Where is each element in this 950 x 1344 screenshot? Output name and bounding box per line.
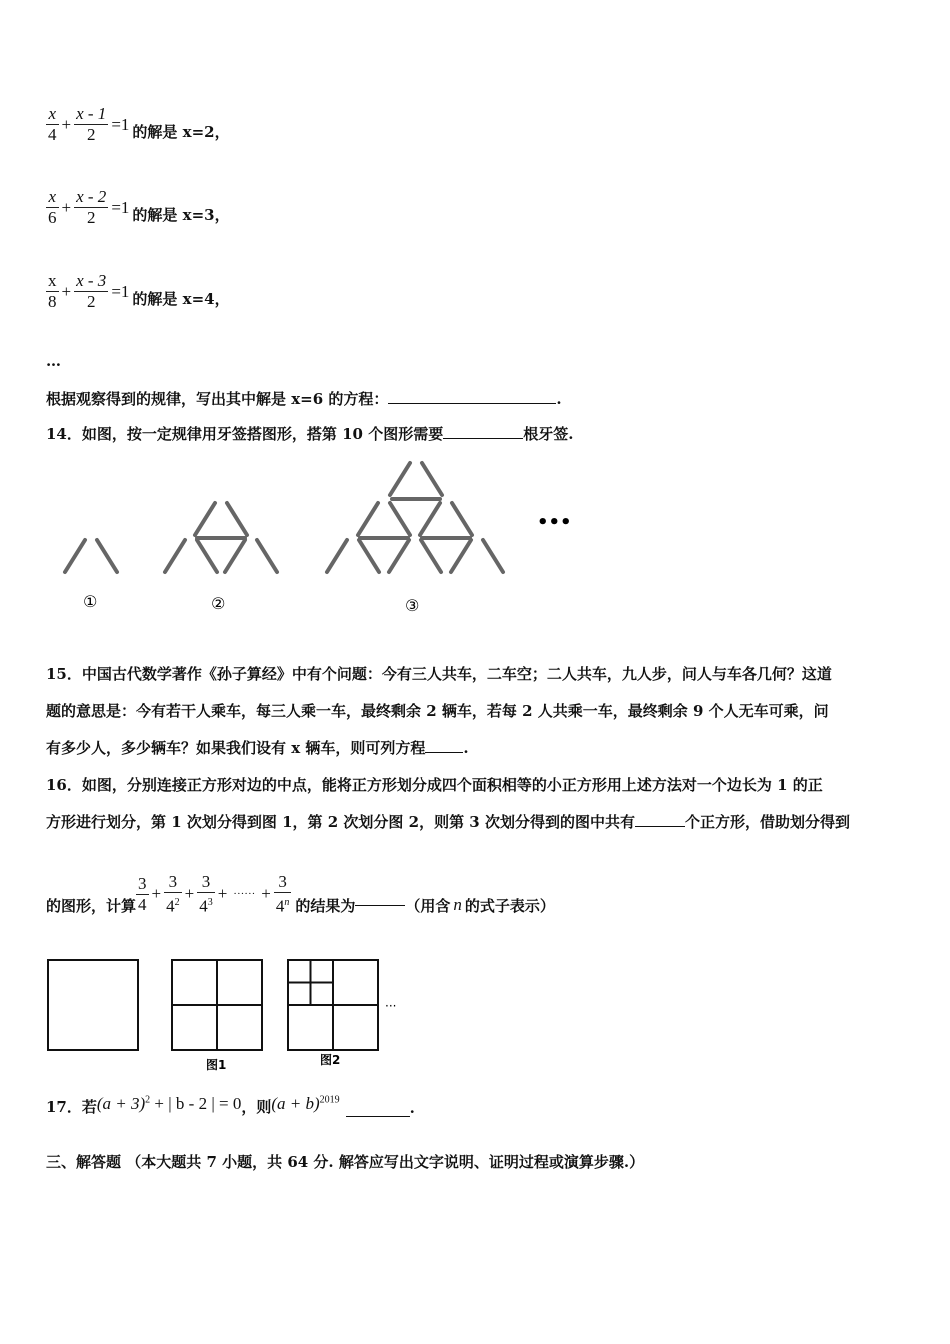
equation-1 [46,104,230,145]
q14-suffix: 根牙签. [523,425,574,443]
equals-one: =1 [111,114,130,134]
toothpick [359,540,379,572]
toothpick [197,540,217,572]
toothpick [422,463,442,495]
base: 4 [199,896,208,916]
plus-sign: + [61,197,72,217]
q16-text: 的图形，计算 [46,896,137,915]
denominator: 4 [138,894,147,914]
q15-line: 15．中国古代数学著作《孙子算经》中有个问题：今有三人共车，二车空；二人共车，九人步，问人与车各几何？这道 [46,665,832,683]
plus-sign: + [151,884,162,904]
equation-3 [46,271,230,312]
answer-blank[interactable] [346,1116,410,1117]
plus-sign: + [61,281,72,301]
q17-sep: ，则 [241,1098,272,1116]
toothpick [483,540,503,572]
denominator [164,893,182,917]
denominator: 8 [48,292,57,311]
numerator: x - 1 [76,104,107,123]
figure-label-1: ① [83,592,98,611]
solution-text: 的解是 x=2， [132,123,230,141]
expression: (a + b) [271,1094,320,1113]
fraction [74,187,108,228]
fraction [274,872,292,917]
toothpick [421,540,441,572]
denominator: 6 [48,208,57,227]
toothpick [451,540,471,572]
plus-sign: + [217,884,228,904]
q15-line [46,730,916,767]
toothpick [452,503,472,535]
expression: (a + 3) [96,1094,146,1113]
fraction [136,874,149,915]
numerator: x [48,271,57,290]
base: 4 [275,896,285,916]
answer-blank[interactable] [425,752,463,753]
fraction [164,872,182,917]
answer-blank[interactable] [355,905,405,906]
numerator: 3 [168,872,178,891]
toothpick [65,540,85,572]
exponent: 2 [145,1094,151,1106]
expression: + | b - 2 | = 0 [150,1094,242,1113]
q16-text: （用含 [405,896,451,915]
denominator [274,893,292,917]
numerator: 3 [138,873,147,893]
period: . [409,1099,415,1117]
fraction [46,271,59,312]
exponent: 2 [174,897,180,908]
toothpick [358,503,378,535]
denominator: 2 [86,208,96,227]
numerator: x - 2 [76,187,107,206]
q16-series-line [46,872,555,917]
answer-blank[interactable] [388,403,556,404]
toothpick [97,540,117,572]
q16-text: 的式子表示） [464,896,555,915]
fraction [46,104,59,145]
figure-label-2: ② [211,594,226,613]
denominator [197,893,215,917]
question-16 [46,767,916,841]
denominator: 4 [48,125,57,144]
q16-text: 的结果为 [295,896,356,915]
series-dots: ······ [233,888,256,901]
q17-prefix: 17．若 [46,1098,97,1116]
exponent: n [284,897,290,908]
toothpick [390,503,410,535]
q15-line: 题的意思是：今有若干人乘车，每三人乘一车，最终剩余 2 辆车，若每 2 人共乘一车，最终剩余 9 个人无车可乘，问 [46,702,829,720]
toothpick [327,540,347,572]
toothpick [420,503,440,535]
numerator: x - 3 [76,271,107,290]
continuation-dots: ··· [385,999,397,1013]
fraction [74,271,108,312]
question-15 [46,656,916,767]
fraction [74,104,108,145]
toothpick [195,503,215,535]
caption-figure-2: 图2 [320,1053,341,1067]
variable-n: n [453,895,462,915]
continuation-dots: ••• [537,512,572,533]
numerator: 3 [201,872,211,891]
equals-one: =1 [111,281,130,301]
exponent: 3 [207,897,213,908]
exponent: 2019 [319,1094,340,1106]
q17-target [271,1094,339,1114]
q13-tail [46,388,562,409]
section-heading: 三、解答题 （本大题共 7 小题，共 64 分. 解答应写出文字说明、证明过程或演算步骤.） [46,1153,645,1171]
ellipsis: … [46,352,61,370]
solution-text: 的解是 x=4， [132,290,230,308]
square-division-figure [40,950,420,1075]
toothpick [389,540,409,572]
fraction [46,187,59,228]
q16-text: 方形进行划分，第 1 次划分得到图 1，第 2 次划分图 2，则第 3 次划分得到的图中共有 [46,813,635,831]
plus-sign: + [61,114,72,134]
numerator: 3 [278,872,287,891]
plus-sign: + [184,884,195,904]
period: . [556,390,562,408]
equation-2 [46,187,230,228]
q14-prompt: 14．如图，按一定规律用牙签搭图形，搭第 10 个图形需要 [46,425,444,443]
toothpick [390,463,410,495]
solution-text: 的解是 x=3， [132,206,230,224]
fraction [197,872,215,917]
answer-blank[interactable] [635,826,685,827]
toothpick [225,540,245,572]
toothpick [227,503,247,535]
toothpick [257,540,277,572]
q15-text: 有多少人，多少辆车？如果我们设有 x 辆车，则可列方程 [46,739,426,757]
numerator: x [48,187,57,206]
toothpick [165,540,185,572]
period: . [463,739,469,757]
numerator: x [48,104,57,123]
question-14 [46,423,573,444]
equals-one: =1 [111,197,130,217]
caption-figure-1: 图1 [206,1058,227,1072]
q16-text: 个正方形，借助划分得到 [684,813,850,831]
question-17 [46,1094,415,1117]
figure-label-3: ③ [405,596,420,615]
q13-prompt: 根据观察得到的规律，写出其中解是 x=6 的方程： [46,390,389,408]
denominator: 2 [86,292,96,311]
base: 4 [166,896,175,916]
answer-blank[interactable] [443,438,523,439]
q16-line: 16．如图，分别连接正方形对边的中点，能将正方形划分成四个面积相等的小正方形用上述方法对一个边长为 1 的正 [46,776,823,794]
q17-condition [97,1094,241,1114]
square-original [48,960,138,1050]
q16-line [46,804,916,841]
denominator: 2 [86,125,96,144]
plus-sign: + [261,884,271,904]
toothpick-figure [40,455,600,620]
